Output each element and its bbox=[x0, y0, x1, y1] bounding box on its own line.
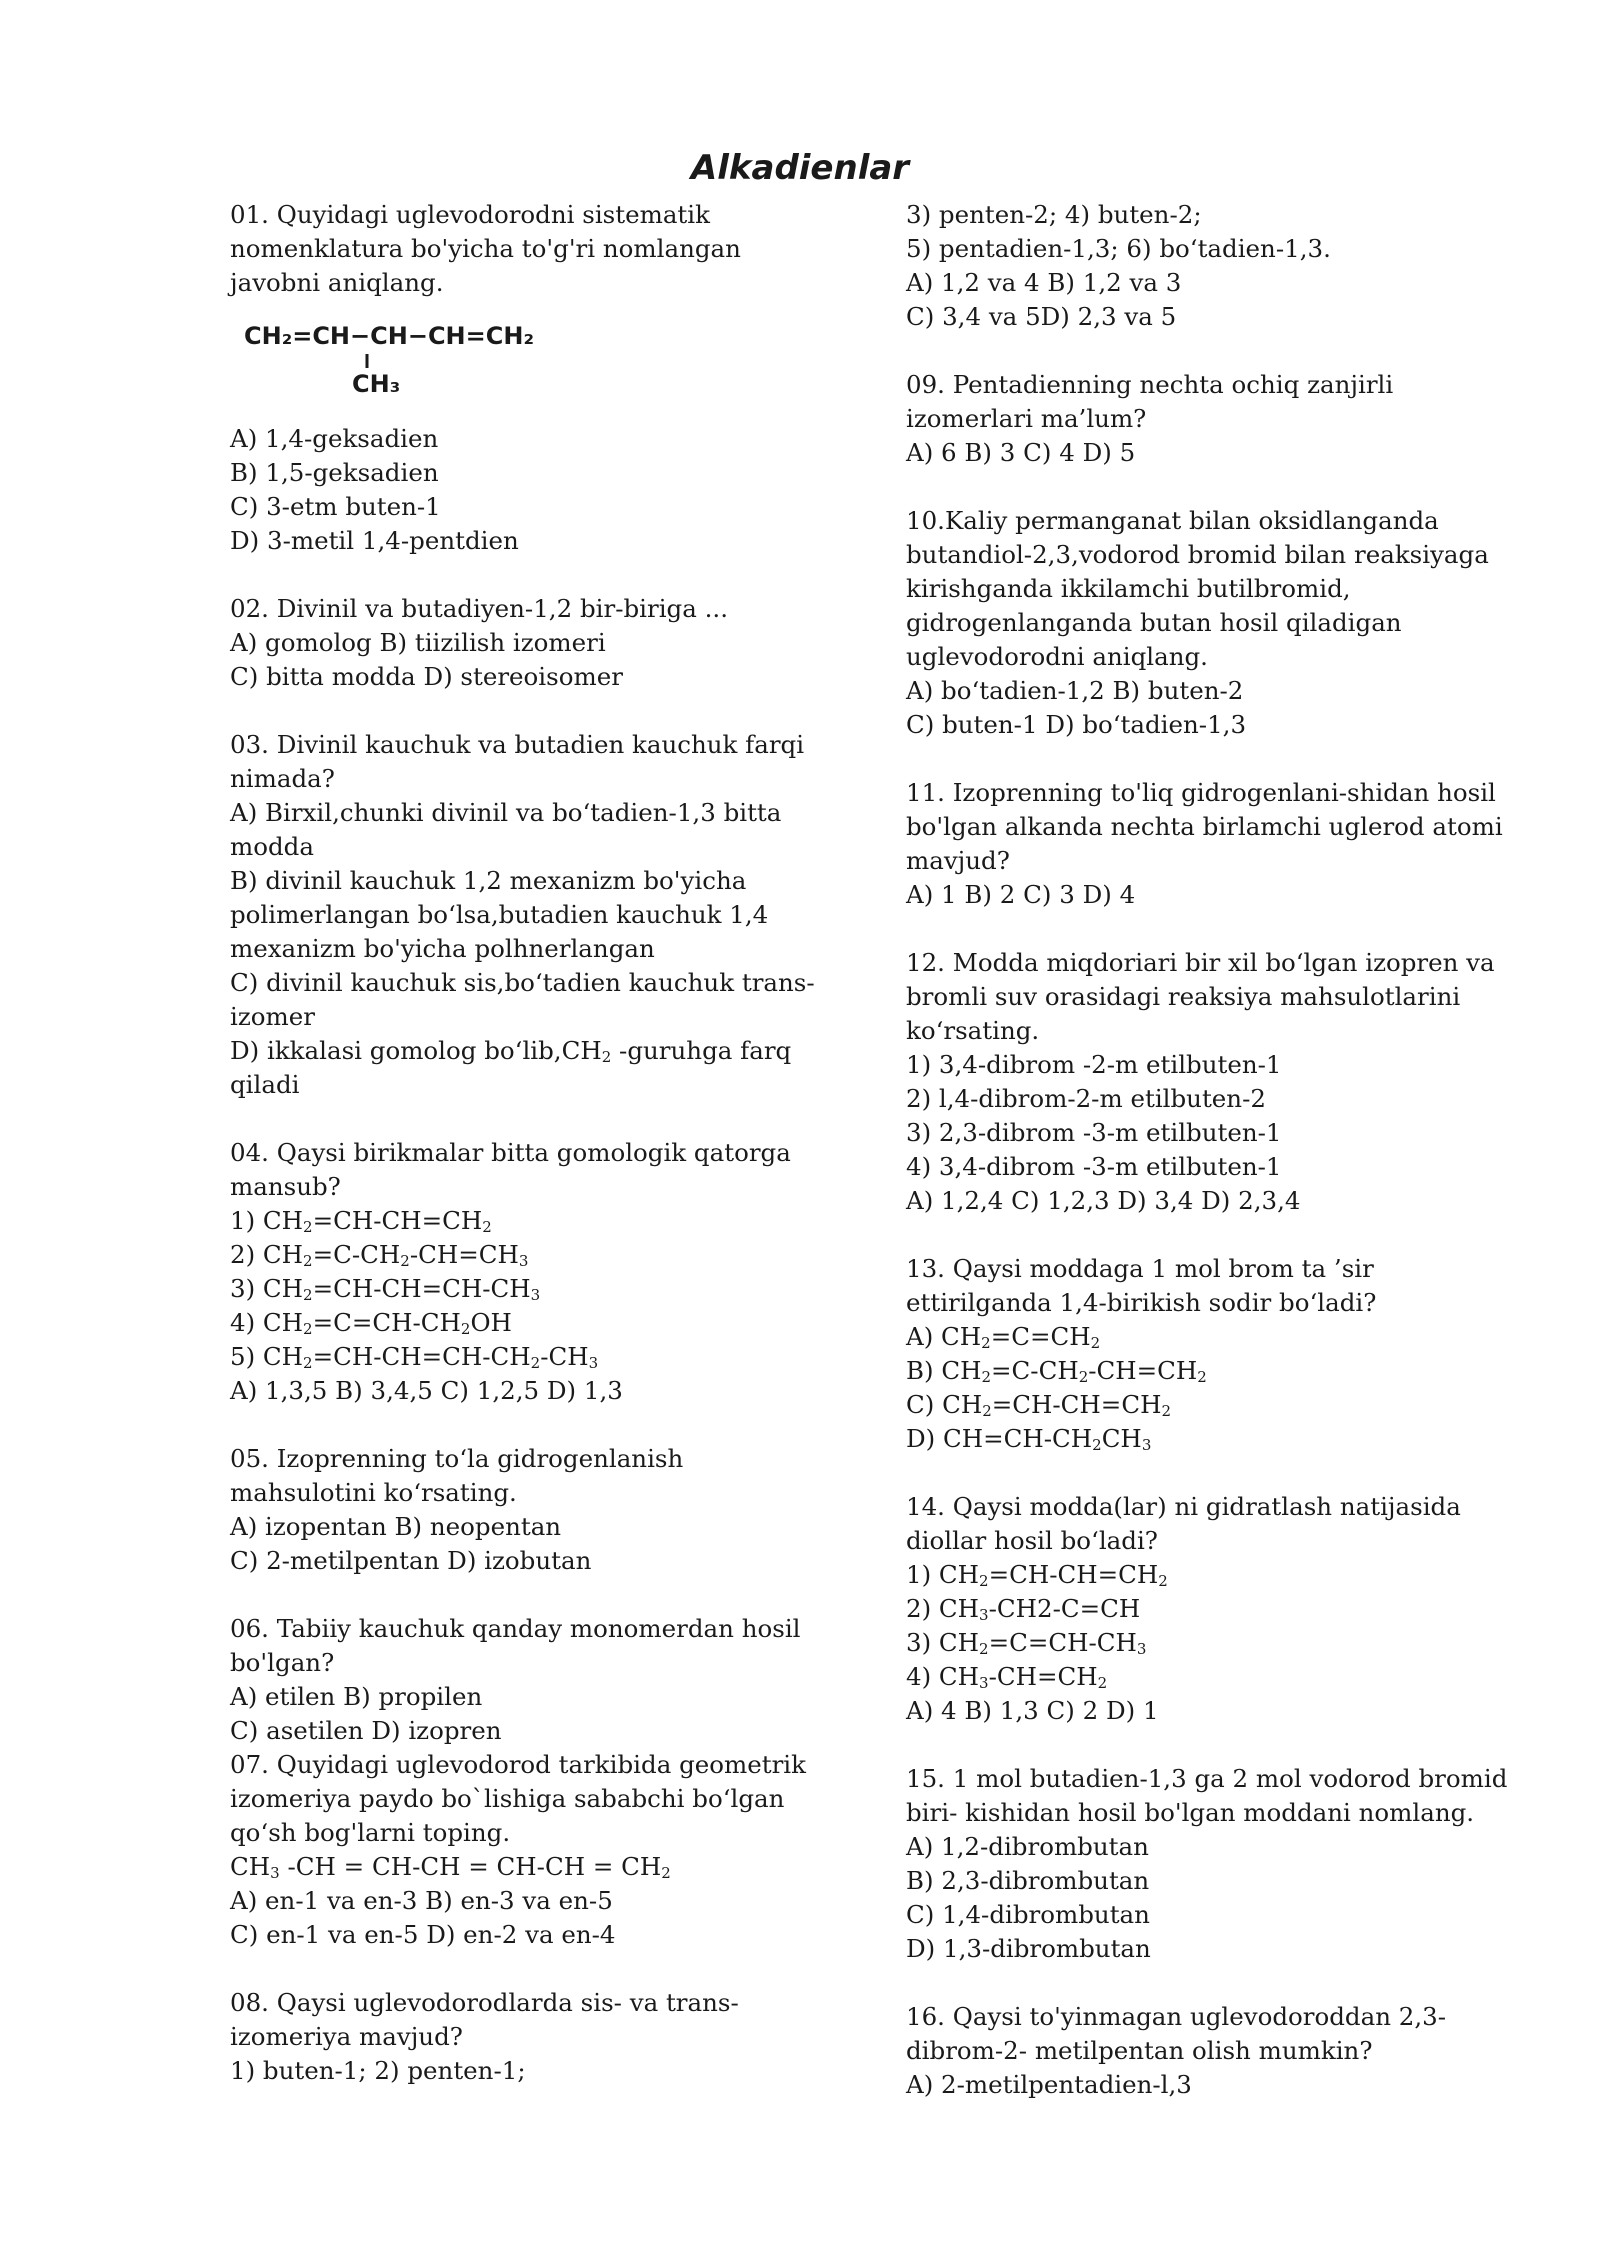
question-line: 3) penten-2; 4) buten-2; bbox=[906, 200, 1202, 229]
question-line: 11. Izoprenning to'liq gidrogenlani-shidan hosil bbox=[906, 778, 1496, 807]
question-line: A) 6 B) 3 C) 4 D) 5 bbox=[906, 438, 1136, 467]
question-line: 10.Kaliy permanganat bilan oksidlanganda bbox=[906, 506, 1439, 535]
question-line: 4) $CH_2=C=CH-CH_2OH$ bbox=[230, 1308, 512, 1338]
question-line: A) 1,2,4 C) 1,2,3 D) 3,4 D) 2,3,4 bbox=[906, 1186, 1301, 1215]
question-line: 3) $CH_2=CH-CH=CH-CH_3$ bbox=[230, 1274, 541, 1304]
question-line: A) bo‘tadien-1,2 B) buten-2 bbox=[906, 676, 1244, 705]
question-line: 1) $CH_2=CH-CH=CH_2$ bbox=[230, 1206, 492, 1236]
question-line: D) 1,3-dibrombutan bbox=[906, 1934, 1151, 1963]
answer-option: B) 1,5-geksadien bbox=[230, 458, 439, 487]
question-line: nomenklatura bo'yicha to'g'ri nomlangan bbox=[230, 234, 741, 263]
question-line: D) $CH=CH-CH_2CH_3$ bbox=[906, 1424, 1152, 1454]
question-line: gidrogenlanganda butan hosil qiladigan bbox=[906, 608, 1402, 637]
question-line: C) bitta modda D) stereoisomer bbox=[230, 662, 623, 691]
question-line: javobni aniqlang. bbox=[230, 268, 444, 297]
left-column bbox=[230, 198, 830, 2122]
question-line: mahsulotini ko‘rsating. bbox=[230, 1478, 517, 1507]
page-title: Alkadienlar bbox=[690, 148, 910, 188]
answer-option: C) 3-etm buten-1 bbox=[230, 492, 441, 521]
question-line: C) 3,4 va 5D) 2,3 va 5 bbox=[906, 302, 1177, 331]
question-line: A) 1,2-dibrombutan bbox=[906, 1832, 1149, 1861]
formula-branch: CH₃ bbox=[352, 370, 401, 398]
question-line: 1) buten-1; 2) penten-1; bbox=[230, 2056, 526, 2085]
question-line: C) en-1 va en-5 D) en-2 va en-4 bbox=[230, 1920, 616, 1949]
question-line: 01. Quyidagi uglevodorodni sistematik bbox=[230, 200, 710, 229]
question-line: 06. Tabiiy kauchuk qanday monomerdan hosil bbox=[230, 1614, 801, 1643]
question-03 bbox=[230, 728, 830, 1102]
question-line: C) $CH_2=CH-CH=CH_2$ bbox=[906, 1390, 1171, 1420]
question-line: 1) 3,4-dibrom -2-m etilbuten-1 bbox=[906, 1050, 1282, 1079]
question-02 bbox=[230, 592, 830, 694]
question-line: C) 2-metilpentan D) izobutan bbox=[230, 1546, 592, 1575]
question-line: mexanizm bo'yicha polhnerlangan bbox=[230, 934, 655, 963]
question-line: B) divinil kauchuk 1,2 mexanizm bo'yicha bbox=[230, 866, 747, 895]
question-line: ettirilganda 1,4-birikish sodir bo‘ladi? bbox=[906, 1288, 1377, 1317]
question-line: mavjud? bbox=[906, 846, 1010, 875]
question-line: 12. Modda miqdoriari bir xil bo‘lgan izopren va bbox=[906, 948, 1495, 977]
question-line: nimada? bbox=[230, 764, 335, 793]
question-line: polimerlangan bo‘lsa,butadien kauchuk 1,4 bbox=[230, 900, 769, 929]
question-line: 07. Quyidagi uglevodorod tarkibida geometrik bbox=[230, 1750, 806, 1779]
question-line: A) 1 B) 2 C) 3 D) 4 bbox=[906, 880, 1136, 909]
question-line: izomeriya paydo bo`lishiga sababchi bo‘lgan bbox=[230, 1784, 785, 1813]
question-line: 02. Divinil va butadiyen-1,2 bir-biriga ... bbox=[230, 594, 728, 623]
question-line: qiladi bbox=[230, 1070, 300, 1099]
question-14 bbox=[906, 1490, 1506, 1728]
question-line: 3) 2,3-dibrom -3-m etilbuten-1 bbox=[906, 1118, 1282, 1147]
question-line: ko‘rsating. bbox=[906, 1016, 1040, 1045]
question-08 bbox=[230, 1986, 830, 2088]
question-08-continued bbox=[906, 198, 1506, 334]
question-line: bo'lgan? bbox=[230, 1648, 335, 1677]
question-16 bbox=[906, 2000, 1506, 2102]
question-line: C) buten-1 D) bo‘tadien-1,3 bbox=[906, 710, 1247, 739]
question-line: bo'lgan alkanda nechta birlamchi uglerod atomi bbox=[906, 812, 1503, 841]
question-line: A) 1,2 va 4 B) 1,2 va 3 bbox=[906, 268, 1182, 297]
question-line: izomeriya mavjud? bbox=[230, 2022, 463, 2051]
question-line: 03. Divinil kauchuk va butadien kauchuk farqi bbox=[230, 730, 805, 759]
question-line: diollar hosil bo‘ladi? bbox=[906, 1526, 1158, 1555]
question-line: 4) $CH_3-CH=CH_2$ bbox=[906, 1662, 1108, 1692]
question-06 bbox=[230, 1612, 830, 1748]
question-line: A) Birxil,chunki divinil va bo‘tadien-1,3 bitta bbox=[230, 798, 782, 827]
question-line: A) 4 B) 1,3 C) 2 D) 1 bbox=[906, 1696, 1159, 1725]
question-line: A) 1,3,5 B) 3,4,5 C) 1,2,5 D) 1,3 bbox=[230, 1376, 623, 1405]
question-line: dibrom-2- metilpentan olish mumkin? bbox=[906, 2036, 1373, 2065]
question-line: A) $CH_2=C=CH_2$ bbox=[906, 1322, 1101, 1352]
question-line: 1) $CH_2=CH-CH=CH_2$ bbox=[906, 1560, 1168, 1590]
right-column bbox=[906, 198, 1506, 2136]
question-line: 5) $CH_2=CH-CH=CH-CH_2-CH_3$ bbox=[230, 1342, 599, 1372]
question-line: A) gomolog B) tiizilish izomeri bbox=[230, 628, 606, 657]
question-line: B) 2,3-dibrombutan bbox=[906, 1866, 1150, 1895]
formula-main-chain: CH₂=CH−CH−CH=CH₂ bbox=[244, 322, 534, 350]
answer-option: D) 3-metil 1,4-pentdien bbox=[230, 526, 519, 555]
question-line: 08. Qaysi uglevodorodlarda sis- va trans- bbox=[230, 1988, 739, 2017]
question-line: bromli suv orasidagi reaksiya mahsulotlarini bbox=[906, 982, 1461, 1011]
question-line: biri- kishidan hosil bo'lgan moddani nomlang. bbox=[906, 1798, 1475, 1827]
question-line: 05. Izoprenning to‘la gidrogenlanish bbox=[230, 1444, 684, 1473]
question-line: 2) $CH_3-CH2-C=CH$ bbox=[906, 1594, 1141, 1624]
question-13 bbox=[906, 1252, 1506, 1456]
question-line: izomer bbox=[230, 1002, 315, 1031]
answer-option: A) 1,4-geksadien bbox=[230, 424, 439, 453]
question-01 bbox=[230, 198, 830, 558]
question-line: 2) $CH_2=C-CH_2-CH=CH_3$ bbox=[230, 1240, 529, 1270]
question-09 bbox=[906, 368, 1506, 470]
question-line: 13. Qaysi moddaga 1 mol brom ta ’sir bbox=[906, 1254, 1374, 1283]
question-line: A) izopentan B) neopentan bbox=[230, 1512, 562, 1541]
question-07 bbox=[230, 1748, 830, 1952]
question-04 bbox=[230, 1136, 830, 1408]
question-line: 15. 1 mol butadien-1,3 ga 2 mol vodorod bromid bbox=[906, 1764, 1508, 1793]
question-line: izomerlari ma’lum? bbox=[906, 404, 1147, 433]
question-line: 5) pentadien-1,3; 6) bo‘tadien-1,3. bbox=[906, 234, 1331, 263]
question-05 bbox=[230, 1442, 830, 1578]
question-line: C) divinil kauchuk sis,bo‘tadien kauchuk trans- bbox=[230, 968, 815, 997]
question-line: mansub? bbox=[230, 1172, 341, 1201]
question-line: 09. Pentadienning nechta ochiq zanjirli bbox=[906, 370, 1394, 399]
question-line: 04. Qaysi birikmalar bitta gomologik qatorga bbox=[230, 1138, 791, 1167]
question-line: $CH_3$ $-CH = CH-CH = CH-CH = CH_2$ bbox=[230, 1852, 671, 1882]
question-line: qo‘sh bog'larni toping. bbox=[230, 1818, 511, 1847]
question-line: A) en-1 va en-3 B) en-3 va en-5 bbox=[230, 1886, 613, 1915]
question-line: 2) l,4-dibrom-2-m etilbuten-2 bbox=[906, 1084, 1266, 1113]
question-line: 4) 3,4-dibrom -3-m etilbuten-1 bbox=[906, 1152, 1282, 1181]
question-15 bbox=[906, 1762, 1506, 1966]
question-line: 16. Qaysi to'yinmagan uglevodoroddan 2,3- bbox=[906, 2002, 1447, 2031]
question-line: C) 1,4-dibrombutan bbox=[906, 1900, 1150, 1929]
question-line: butandiol-2,3,vodorod bromid bilan reaksiyaga bbox=[906, 540, 1489, 569]
question-12 bbox=[906, 946, 1506, 1218]
structural-formula bbox=[230, 300, 830, 416]
question-10 bbox=[906, 504, 1506, 742]
question-line: A) etilen B) propilen bbox=[230, 1682, 483, 1711]
question-line: A) 2-metilpentadien-l,3 bbox=[906, 2070, 1192, 2099]
question-11 bbox=[906, 776, 1506, 912]
question-line: modda bbox=[230, 832, 314, 861]
question-line: D) ikkalasi gomolog $bo‘lib,CH_2$ -guruhga farq bbox=[230, 1036, 792, 1066]
question-line: kirishganda ikkilamchi butilbromid, bbox=[906, 574, 1351, 603]
question-line: 3) $CH_2=C=CH-CH_3$ bbox=[906, 1628, 1147, 1658]
question-line: B) $CH_2=C-CH_2-CH=CH_2$ bbox=[906, 1356, 1207, 1386]
question-line: 14. Qaysi modda(lar) ni gidratlash natijasida bbox=[906, 1492, 1461, 1521]
question-line: C) asetilen D) izopren bbox=[230, 1716, 502, 1745]
question-line: uglevodorodni aniqlang. bbox=[906, 642, 1208, 671]
